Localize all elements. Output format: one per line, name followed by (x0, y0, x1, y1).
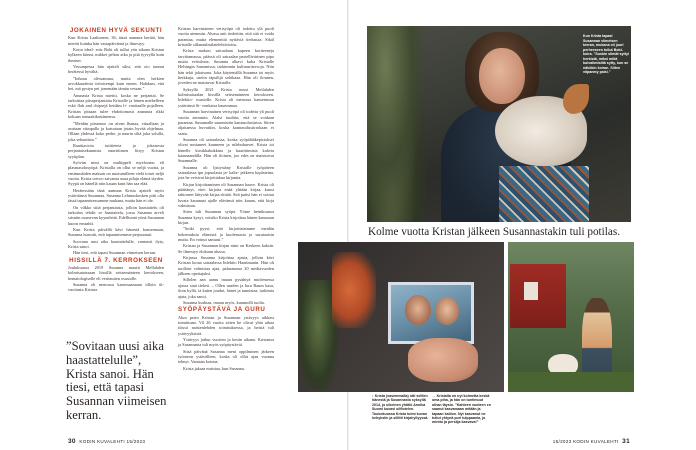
magazine-name: KODIN KUVALEHTI 15/2023 (79, 439, 146, 444)
magazine-name: 15/2023 KODIN KUVALEHTI (552, 439, 619, 444)
section-subhead: SYÖPÄYSTÄVÄ JA GURU (178, 306, 266, 314)
footer-right (553, 438, 630, 445)
photo-red-house (510, 264, 566, 328)
paragraph: Kun Krista Laaksonen, 36, tässä aamuna herätä, hän miettii kuinka hän vastapäivänsä ja ilmestyy. (68, 35, 164, 46)
photo-blanket (499, 166, 589, 222)
paragraph: Krista makasi sairaalaan kapeen kortteeneja tarvittamassa, päässä oli sairaalan pastellivärinen pipo mutta evitulosta. Susanna alkavi kuka Kristalle Helsingin Sanomissa, tarkimmin kulttuuritervoja. Niin hän tekii jokaisona. Joka käytemällä Susanna toi myös herkkuja, useiin täpsilijä sohikaaa. Hän oli ilonnen, joveden ne maistuvat Kristalle. (178, 48, 274, 86)
paragraph: Susanna oli menossa kantosaamaan tilloin ik- vuotiasta Kristaa. (68, 282, 164, 293)
photo-face-1 (405, 295, 431, 325)
photo-hand (408, 338, 478, 382)
section-subhead: HISSILLÄ 7. KERROKSEEN (69, 256, 163, 264)
paragraph: ”Inhoan olivuamma, mutta olen hetkien arvokkuudesta tietoisempi kuin ennen. Haltdam, että hei, mä pystyn pei jonemään tämän vessan.” (68, 75, 164, 92)
paragraph: On vilkko siitä perjantaista, jolloin haastattelu oli tarkoitus tehdä: se haastattela, jossa Susanna arveli sitsniin nousevan kyynelettä. Edellisenä yönä Susannan kuorn ernaahti. (68, 204, 164, 226)
article-column-1 (68, 26, 164, 294)
photo-garden (508, 242, 634, 392)
pull-quote: ”Sovitaan uusi aika haastattelulle”, Krista sanoi. Hän tiesi, että tapasi Susannan viimeisen kerran. (66, 339, 167, 422)
footer-left (68, 438, 145, 445)
article-column-2 (178, 26, 274, 372)
paragraph: Sitsä päivänä Susanna meni oppilminen järkeen työnteon ystävälleen, koska oli ollut ajan vuonna tehnyt. Vantaan kotona. (178, 348, 274, 365)
photo-caption: ↑ Krista (vasemmalla) otti selfien hänestä ja Susannasta syksyllä 2014, jo ulkeinen yhtälö Annika Suomi kuvasi oilfiotelen. Toukokuussa Krista toimi kuvan kehyksiin ja sillitti kirjahyllyyssä. (372, 394, 429, 421)
paragraph: Ystävyys jatkui vuosien ja kesän aikana. Kristansa ja Susannasta tuli myös syöpäystäviä. (178, 336, 274, 348)
paragraph: Syksyllä 2021 Krista nousi Meilahden kolmisairaalan hissillä seitsemänteen kerrokseen. Infektio- osastolle. Krista oli menossa kansennsan ystävänsä Si- vonkaisa kauemmaa. (178, 86, 274, 108)
paragraph: Raattiaviota tuittieteta ja jokaisesta perjantaisekunnista naurittimen litryy Kristan syytiplan. (68, 142, 164, 159)
paragraph: Hän tiesi, että tapasi Susannan viimeisen kerran. (73, 250, 157, 256)
paragraph: Krista jaksaa muistaa, kun Susanna. (183, 365, 245, 371)
paragraph: Syövän nimi on multippeli myeloomu eli plasmasolusyöpä. Kristalla on ollut se neljä vuotta, ja ensimmäiden maksan on nuotumilleen vielä toiset neljä vuotta. Krista toivoo saivansa uusa pilajn elämä täyden. Syypä on hänellä niin kauan kuin hän saa elää. (68, 159, 164, 187)
paragraph: Sillolen aan aamu imaan pysähtyä miolemessa ajassa sinä tärkeä. – Ollen usaden ja Iura Raum kasa, iloin kyllä, iä kuten joudut, hänet ja tunnistaa, tarkimia ajata, joka sanoi. (178, 277, 274, 299)
photo-face-2 (435, 297, 459, 325)
paragraph: Susanna kurktaa, imaan myös, kuunnolli tuolta. (183, 299, 265, 305)
headline: Kolme vuotta Kristan jälkeen Susannastakin tuli potilas. (368, 226, 620, 238)
paragraph: ”Meidän pitsamoo on aivan lhanaa, vituallaan ja avataan viimpallo ja katsotaan jotain hyvää ohjelmaa. Ollaan yhdessä koko perhe, ja naurin siltä joka solulla, joka sekuntista.” (68, 120, 164, 142)
paragraph: Kirjan kirjoittaminen oli Susannan haave. Krista oli päättänyt, ettei kirjoita enää yhtään kirjaa, kuusi tahtoneet lättyvää kirjaa riittää. Sitä paitsi hän ei voinut luvata kauaanat ajalle elävänsä niin kauan, että kirja valmistuu. (178, 181, 274, 208)
page-number: 31 (622, 438, 630, 445)
paragraph: Kristan harvinainen verisyöpä oli todettu ylä puoli vuotta aiemmin. Alussa anti tiedettiin, että sitä ei voida parantaa, mutta elementtiä nyttäviä tiedustaa. Sikäl kristalle sillanaulmilatelehtiviottu. (178, 26, 274, 48)
photo-caption: Kun Krista tapasi Susannan viimeisen kerran, mukana oli juuri perheeseen tullut Bobi-koira. ”Suskin silmät syttyi herkistä, miksi miitä kuivaltmisiltä sytty, kun se näkökin koiran. Siiten vilpanmy palsi.” (583, 34, 629, 74)
paragraph: Kirjassa Susanna kirjoittaa ajasta, jolloin kävi Kristan luona sairaalassa Infektio Haartmanin. Hän oli tuolloin valmistaa ajaa, palaamassa 20 mediavuoden jälkeen opettajaksi. (178, 255, 274, 277)
photo-framed-picture (298, 242, 504, 392)
paragraph: ”Sotki pyysi, että kirjoittaisimme meidän kokemuksia elämistä ja kuolemasta ja surutaaisin mutta. En voinut sanuasi.” (178, 226, 274, 243)
photo-person-face (479, 48, 525, 104)
photo-plants (367, 26, 427, 222)
paragraph: Vessanpessa hän ajatteli siksi, että oto tunnut herätessä hyvältä. (68, 64, 164, 75)
section-subhead: JOKAINEN HYVÄ SEKUNTI (69, 27, 163, 34)
paragraph: Soovaan uusi aika haastattelulle, varmasti ilyty, Krista sanoi. (68, 238, 164, 250)
photo-grass (508, 372, 634, 392)
paragraph: Susanna oli ljsitystäny Kristalle työpöteen sairaalassa ipn jopuolasta ja- kaltz- jakkeen koplateina, jota he veisivat kirjoittakua kirjamia. (178, 164, 274, 181)
paragraph: Susanna oli sairaalassa, koska syöpälääkepistokset olivat nostaneet kuumeen ja rulebuharvet. Krista toi hänelle kirsikkakukkina ja kaarttiimista kahvia kaarnaandilla. Hän oli iloinen, joo edes ne maistuivat Susannalle. (178, 136, 274, 164)
paragraph: Joulukuussa 2019 Susanna muutti Mellahden kolmisataissaan hissillä seitsemänteen kerrokseen, hematologiselle eli veritautien osastolle. (68, 265, 164, 281)
photo-caption: → Kristalla on nyt kolmetta keskä oma piha, ja hän on tuntimuut olhan täysin. ”Kahteen vuoteen en saanut kasvamaan mitään ja tapaan kailion. Nyt kasvanut ne tullut yhtynä puri tulppaania, ja minttu ja persilja kasvava!” (432, 394, 491, 425)
paragraph: Kun Krista päivällä kävi hänestä kansennaan, Susanna hurrutti, että tapaamisemme perjuuntuit. (68, 227, 164, 238)
paragraph: Herätessään tänä aamuna Krista ajatteli myös ystäväänsä Susannaa. Susanna Lehmuskosken pitti olla tässä tapaamisessamme mukana, mutta hän ei ole. (68, 187, 164, 204)
paragraph: Susannan harvinainen verisyöpä oli todettu yli puoli vuotta aiemmin. Alalsi tuultiin, että se voidaan parantaa. Susannalle suunnistiin kantasolusiirtoa. Siiren aljattaessa huvuttiin, koska kannasolusiirrokaan ei saatu. (178, 109, 274, 136)
page-number: 30 (68, 438, 76, 445)
paragraph: Alun perin Kristan ja Susannan ystävyys aikkasi toimittuan. Vil 26 vuotta sitten he olivat yhtä aikaa töissä naistenlehden toimituksessa, ja heistä tuli ystävyyksistä. (178, 314, 274, 336)
paragraph: Kristan ja Susannan kirjan nimi on Keskeen kaksin. Se ilmestyy elokuun alussa. (178, 243, 274, 254)
photo-red-flower (332, 252, 376, 328)
paragraph: Koira ideal- eräs Bobi oli tullut yön aikana Kristan kylkeen kiinni, mikkei pelton aika ja piiä tyyvyllä kuin ihmiset. (68, 47, 164, 63)
photo-dog-ear (563, 84, 589, 114)
paragraph: Siten tuli Susannan syöpä. Yöme heinikuussa Susanna kysyi, voisiko Krista kirjoittaa hänen kanssaan kirjan. (178, 209, 274, 226)
paragraph: Anunasta Krista miettii, koska ne perjantai. Se tarkoittaa pitsaperjantaita Kristalle ja hänen miehelleen eskö flah and chipsejä heidäm li- vuottaalle pojalleen. Kristan pitsaan tulee ehdottomasti ananasta rikki kokuan tomaattikastimensa. (68, 92, 164, 120)
photo-frame (388, 282, 474, 344)
